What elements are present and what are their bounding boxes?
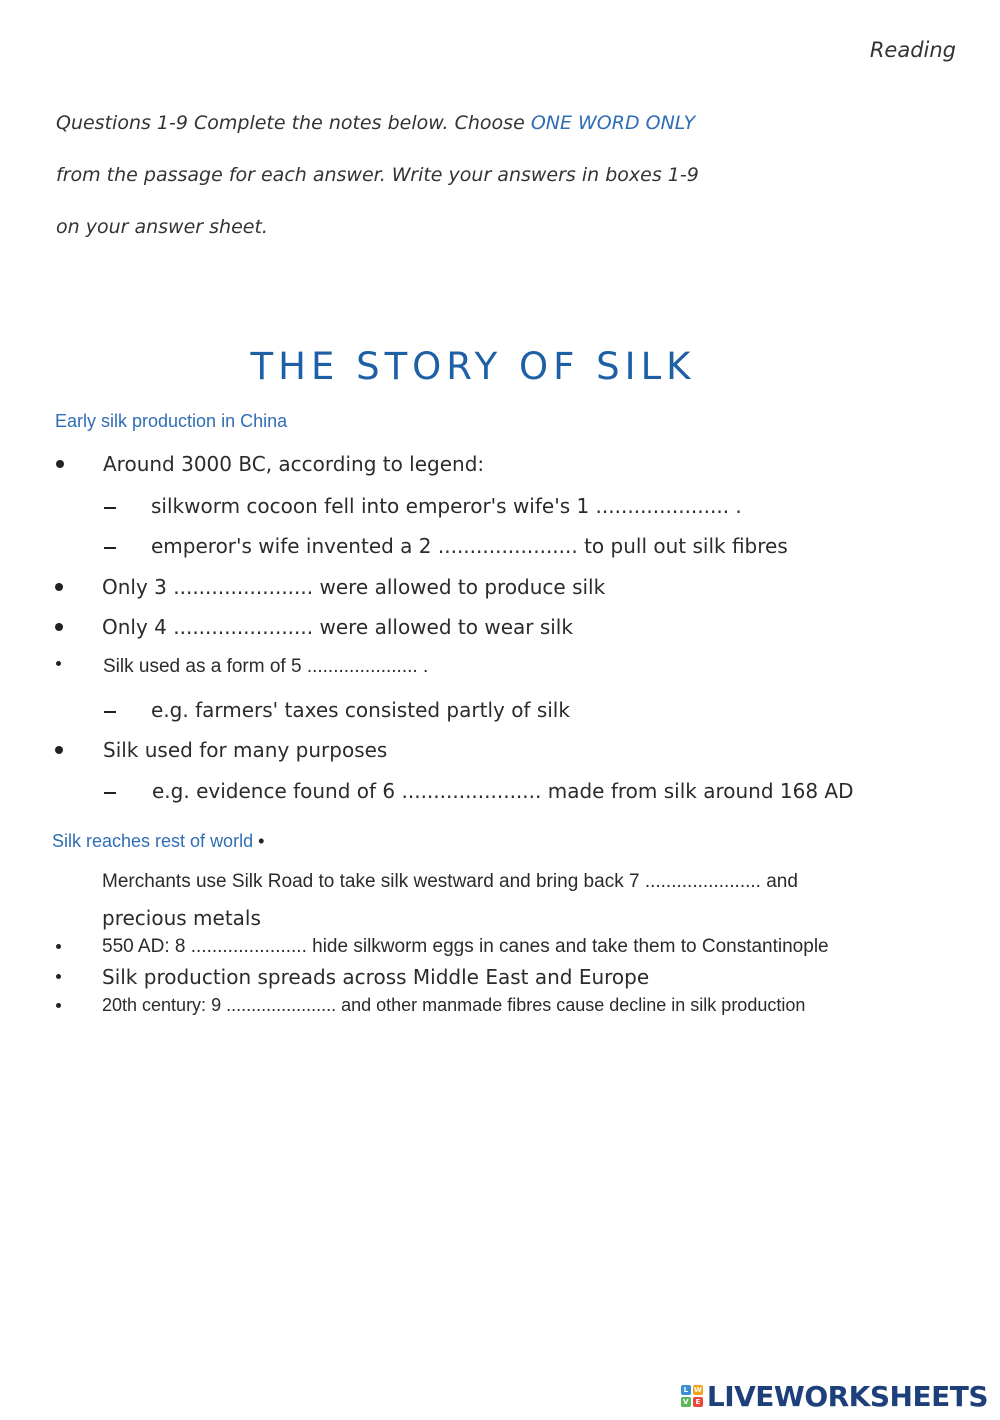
section-label: Reading <box>869 38 956 62</box>
dash-icon <box>104 711 116 713</box>
logo-icon: L W V E <box>681 1385 703 1407</box>
instructions-line-1 <box>56 112 695 134</box>
bullet-icon <box>55 583 63 591</box>
note-question-3: Only 3 ...................... were allowed to produce silk <box>102 575 606 599</box>
note-legend: Around 3000 BC, according to legend: <box>103 452 485 476</box>
note-question-6: e.g. evidence found of 6 ...................... made from silk around 168 AD <box>152 779 854 803</box>
note-question-7-continued: precious metals <box>102 906 261 930</box>
note-question-7: Merchants use Silk Road to take silk westward and bring back 7 ...................... and <box>102 871 798 892</box>
liveworksheets-logo <box>681 1378 988 1414</box>
note-question-2: emperor's wife invented a 2 ...................... to pull out silk fibres <box>151 534 788 558</box>
instructions-emphasis: ONE WORD ONLY <box>530 112 696 134</box>
page-title: THE STORY OF SILK <box>250 345 696 388</box>
instructions-text: Questions 1-9 Complete the notes below. Choose <box>56 112 531 134</box>
note-taxes: e.g. farmers' taxes consisted partly of silk <box>151 698 570 722</box>
bullet-icon: • <box>258 831 265 851</box>
section-heading-text: Silk reaches rest of world <box>52 831 254 851</box>
bullet-icon <box>56 661 61 666</box>
note-spreads: Silk production spreads across Middle East and Europe <box>102 965 650 989</box>
section-heading-world <box>52 831 264 852</box>
note-question-8: 550 AD: 8 ...................... hide silkworm eggs in canes and take them to Constantinople <box>102 936 829 957</box>
note-question-1: silkworm cocoon fell into emperor's wife's 1 ..................... . <box>151 494 742 518</box>
dash-icon <box>104 507 116 509</box>
dash-icon <box>104 792 116 794</box>
bullet-icon <box>56 1003 61 1008</box>
bullet-icon <box>56 974 61 979</box>
bullet-icon <box>56 460 64 468</box>
bullet-icon <box>55 623 63 631</box>
bullet-icon <box>55 746 63 754</box>
bullet-icon <box>56 944 61 949</box>
section-heading-china: Early silk production in China <box>55 411 288 431</box>
dash-icon <box>104 547 116 549</box>
instructions-line-3: on your answer sheet. <box>56 216 268 238</box>
instructions-line-2: from the passage for each answer. Write your answers in boxes 1-9 <box>56 164 699 186</box>
note-purposes: Silk used for many purposes <box>103 738 388 762</box>
note-question-9: 20th century: 9 ...................... and other manmade fibres cause decline in silk production <box>102 995 806 1015</box>
note-question-5: Silk used as a form of 5 ..................... . <box>103 656 429 677</box>
logo-text: LIVEWORKSHEETS <box>706 1379 988 1413</box>
note-question-4: Only 4 ...................... were allowed to wear silk <box>102 615 573 639</box>
